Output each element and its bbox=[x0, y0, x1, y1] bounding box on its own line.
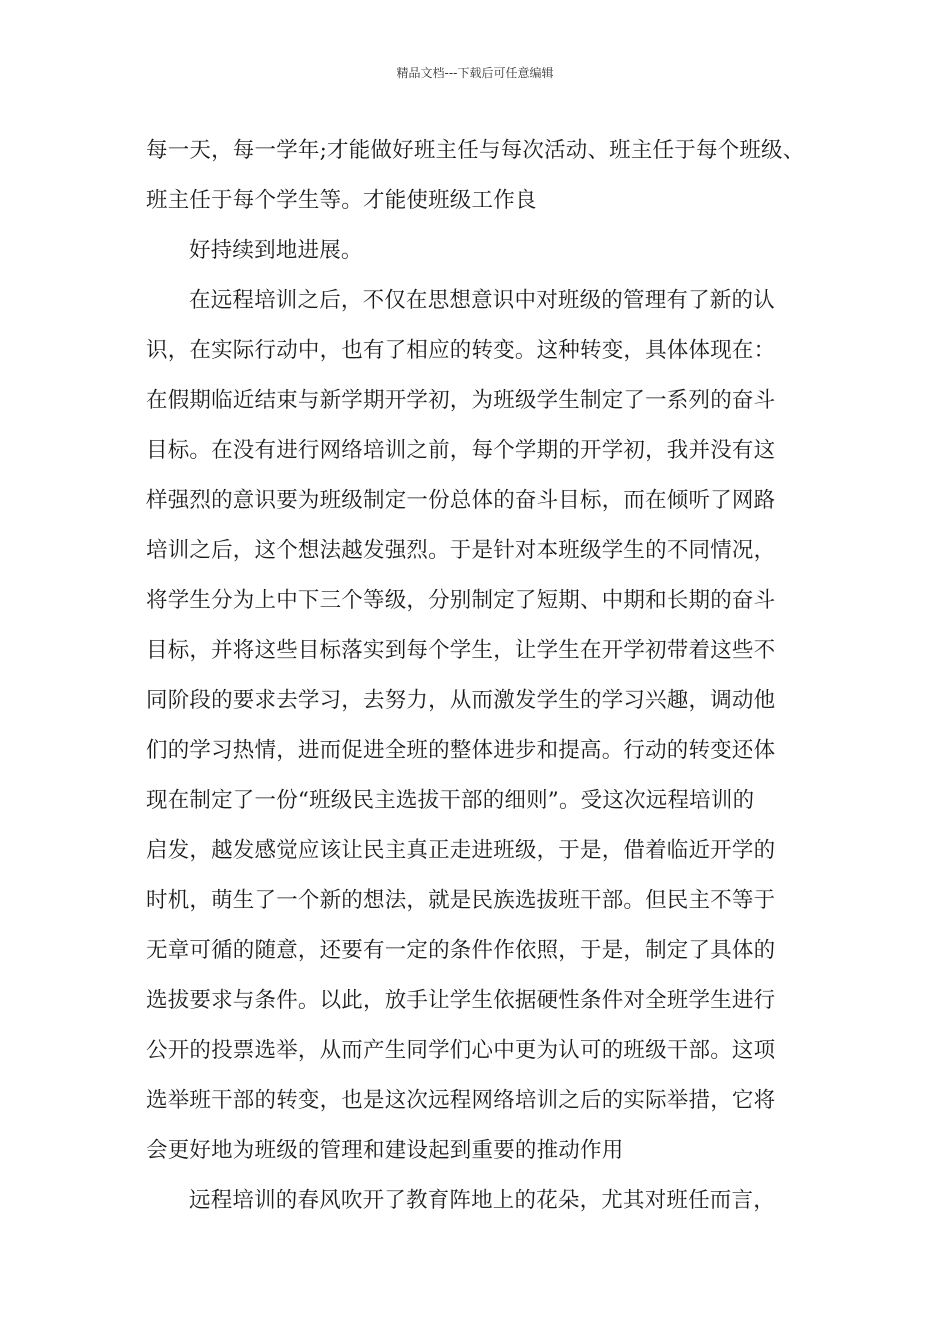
text-line: 无章可循的随意，还要有一定的条件作依照，于是，制定了具体的 bbox=[146, 938, 776, 963]
text-line: 目标，并将这些目标落实到每个学生，让学生在开学初带着这些不 bbox=[146, 638, 776, 663]
text-line: 同阶段的要求去学习，去努力，从而激发学生的学习兴趣，调动他 bbox=[146, 688, 776, 713]
text-line: 每一天，每一学年;才能做好班主任与每次活动、班主任于每个班级、 bbox=[146, 138, 805, 163]
page-header: 精品文档---下载后可任意编辑 bbox=[396, 66, 554, 80]
text-line: 将学生分为上中下三个等级，分别制定了短期、中期和长期的奋斗 bbox=[146, 588, 776, 613]
text-line: 在远程培训之后，不仅在思想意识中对班级的管理有了新的认 bbox=[189, 288, 775, 313]
text-line: 样强烈的意识要为班级制定一份总体的奋斗目标，而在倾听了网路 bbox=[146, 488, 776, 513]
text-line: 好持续到地进展。 bbox=[189, 238, 363, 263]
text-line: 识，在实际行动中，也有了相应的转变。这种转变，具体体现在： bbox=[146, 338, 776, 363]
text-line: 公开的投票选举，从而产生同学们心中更为认可的班级干部。这项 bbox=[146, 1038, 776, 1063]
text-line: 现在制定了一份“班级民主选拔干部的细则”。受这次远程培训的 bbox=[146, 788, 755, 813]
text-line: 会更好地为班级的管理和建设起到重要的推动作用 bbox=[146, 1138, 624, 1163]
text-line: 在假期临近结束与新学期开学初，为班级学生制定了一系列的奋斗 bbox=[146, 388, 776, 413]
document-body bbox=[146, 126, 822, 1226]
text-line: 目标。在没有进行网络培训之前，每个学期的开学初，我并没有这 bbox=[146, 438, 776, 463]
text-line: 远程培训的春风吹开了教育阵地上的花朵，尤其对班任而言， bbox=[189, 1188, 775, 1213]
text-line: 时机，萌生了一个新的想法，就是民族选拔班干部。但民主不等于 bbox=[146, 888, 776, 913]
text-line: 培训之后，这个想法越发强烈。于是针对本班级学生的不同情况， bbox=[146, 538, 776, 563]
text-line: 们的学习热情，进而促进全班的整体进步和提高。行动的转变还体 bbox=[146, 738, 776, 763]
text-line: 班主任于每个学生等。才能使班级工作良 bbox=[146, 188, 537, 213]
text-line: 选拔要求与条件。以此，放手让学生依据硬性条件对全班学生进行 bbox=[146, 988, 776, 1013]
text-line: 选举班干部的转变，也是这次远程网络培训之后的实际举措，它将 bbox=[146, 1088, 776, 1113]
text-line: 启发，越发感觉应该让民主真正走进班级，于是，借着临近开学的 bbox=[146, 838, 776, 863]
